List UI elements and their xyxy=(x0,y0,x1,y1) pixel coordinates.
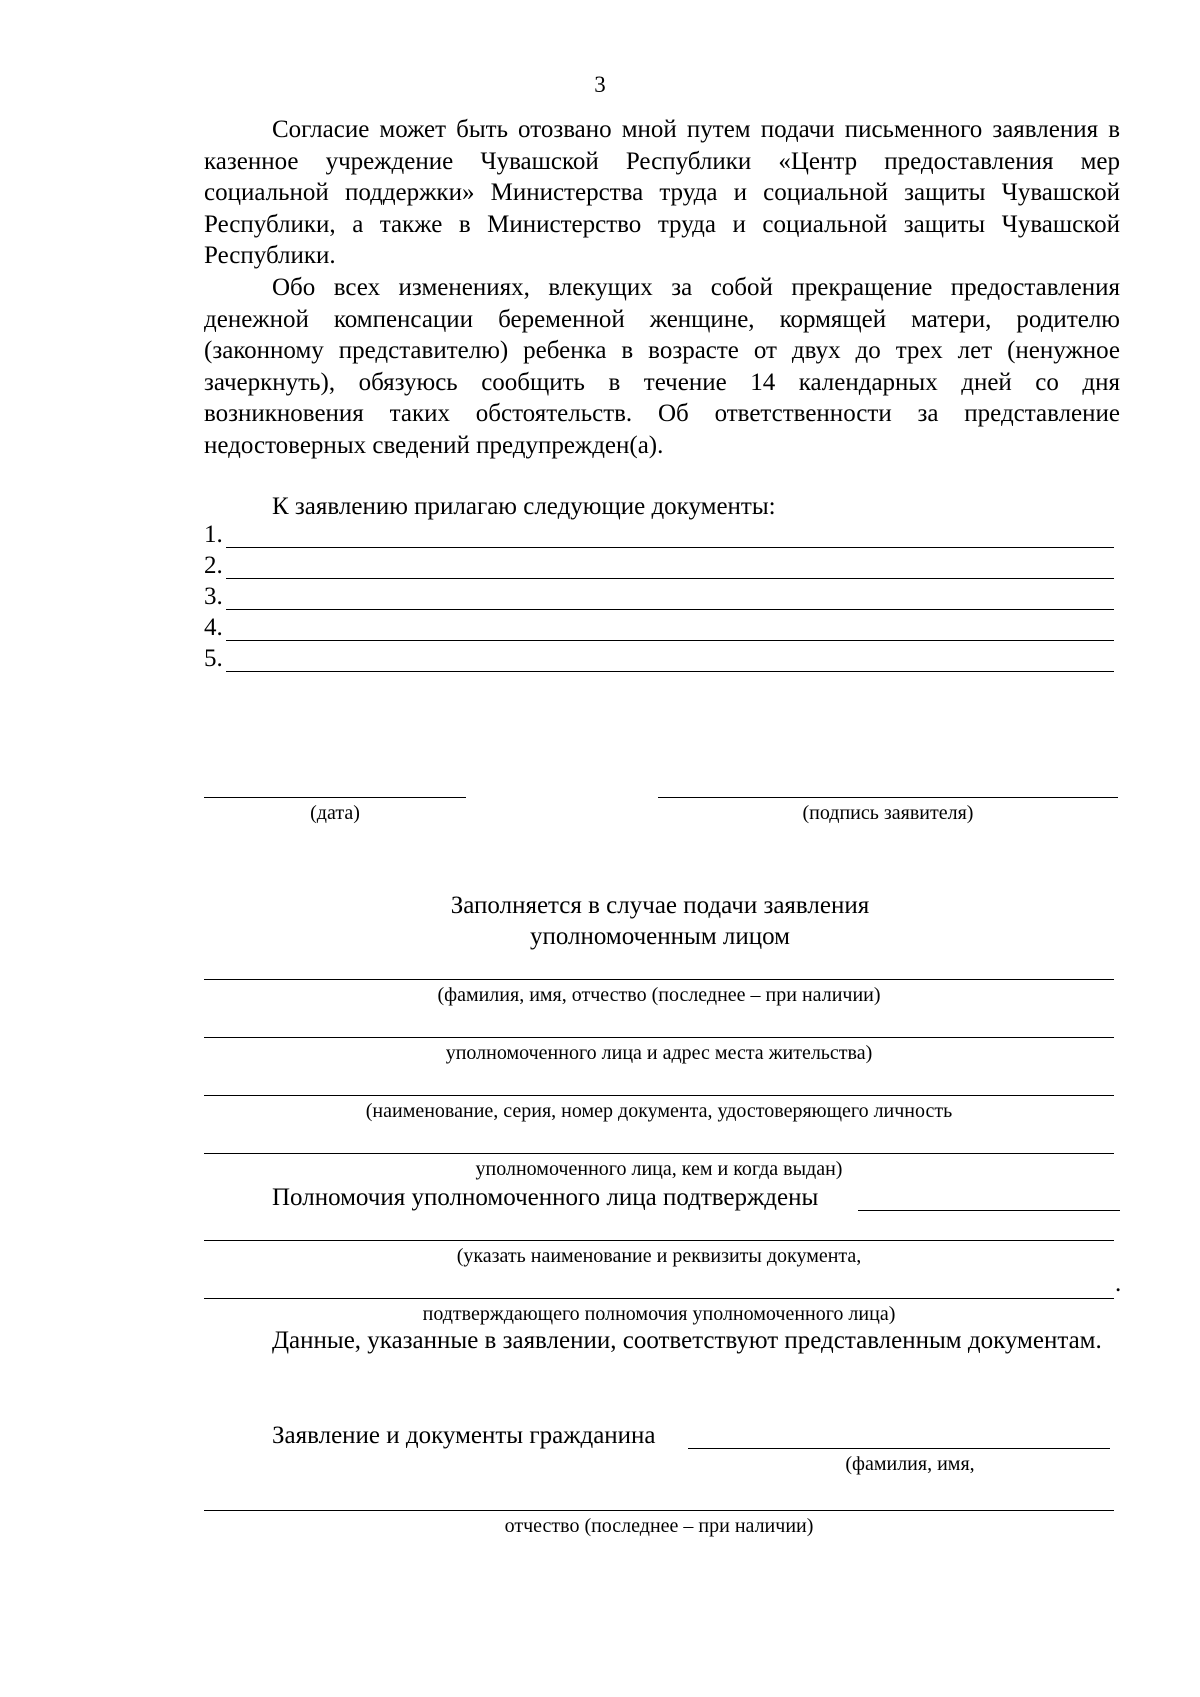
date-caption: (дата) xyxy=(310,802,360,824)
authorized-heading-line1: Заполняется в случае подачи заявления xyxy=(450,892,870,919)
citizen-documents-text: Заявление и документы гражданина xyxy=(272,1422,656,1449)
authorized-caption-address: уполномоченного лица и адрес места жительства) xyxy=(445,1042,873,1064)
attachment-number-4: 4. xyxy=(204,614,223,641)
paragraph-text: Согласие может быть отозвано мной путем подачи письменного заявления в казенное учреждение Чувашской Республики «Центр предоставления мер социальной поддержки» Министерства труда и социальной защиты Чувашской Республики, а также в Министерство труда и социальной защиты Чувашской Республики. xyxy=(204,116,1120,269)
citizen-name-line[interactable] xyxy=(688,1448,1110,1449)
attachment-line-1[interactable] xyxy=(226,547,1114,548)
paragraph-text: Обо всех изменениях, влекущих за собой прекращение предоставления денежной компенсации беременной женщине, кормящей матери, родителю (законному представителю) ребенка в возрасте от двух до трех лет (ненужное зачеркнуть), обязуюсь сообщить в течение 14 календарных дней со дня возникновения таких обстоятельств. Об ответственности за представление недостоверных сведений предупрежден(а). xyxy=(204,274,1120,459)
signature-caption: (подпись заявителя) xyxy=(802,802,974,824)
attachment-line-5[interactable] xyxy=(226,671,1114,672)
citizen-caption-patronymic: отчество (последнее – при наличии) xyxy=(504,1515,814,1537)
page-number: 3 xyxy=(594,72,606,97)
powers-doc-details-line[interactable] xyxy=(204,1298,1114,1299)
powers-caption-details: подтверждающего полномочия уполномоченного лица) xyxy=(422,1303,896,1325)
paragraph-data-match xyxy=(204,1325,1120,1357)
signature-line[interactable] xyxy=(658,797,1118,798)
authorized-name-line[interactable] xyxy=(204,979,1114,980)
attachment-number-1: 1. xyxy=(204,521,223,548)
powers-confirmed-line[interactable] xyxy=(858,1210,1120,1211)
attachment-line-4[interactable] xyxy=(226,640,1114,641)
attachments-intro: К заявлению прилагаю следующие документы: xyxy=(272,493,776,520)
paragraph-consent-withdrawal xyxy=(204,114,1120,272)
citizen-patronymic-line[interactable] xyxy=(204,1510,1114,1511)
authorized-id-doc-line[interactable] xyxy=(204,1095,1114,1096)
period-mark: . xyxy=(1115,1270,1122,1297)
attachment-number-5: 5. xyxy=(204,645,223,672)
attachment-number-3: 3. xyxy=(204,583,223,610)
powers-doc-line[interactable] xyxy=(204,1240,1114,1241)
paragraph-text: Данные, указанные в заявлении, соответствуют представленным документам. xyxy=(272,1327,1102,1354)
attachment-line-3[interactable] xyxy=(226,609,1114,610)
paragraph-changes-obligation xyxy=(204,272,1120,461)
date-line[interactable] xyxy=(204,797,466,798)
powers-confirmed-text: Полномочия уполномоченного лица подтверждены xyxy=(272,1184,819,1211)
authorized-heading-line2: уполномоченным лицом xyxy=(530,923,790,950)
authorized-id-issued-line[interactable] xyxy=(204,1153,1114,1154)
authorized-address-line[interactable] xyxy=(204,1037,1114,1038)
attachment-line-2[interactable] xyxy=(226,578,1114,579)
authorized-caption-id-doc: (наименование, серия, номер документа, удостоверяющего личность xyxy=(365,1100,953,1122)
powers-caption-doc: (указать наименование и реквизиты документа, xyxy=(456,1245,862,1267)
citizen-caption-name: (фамилия, имя, xyxy=(845,1453,975,1475)
authorized-caption-name: (фамилия, имя, отчество (последнее – при наличии) xyxy=(437,984,881,1006)
attachment-number-2: 2. xyxy=(204,552,223,579)
authorized-caption-id-issued: уполномоченного лица, кем и когда выдан) xyxy=(475,1158,843,1180)
